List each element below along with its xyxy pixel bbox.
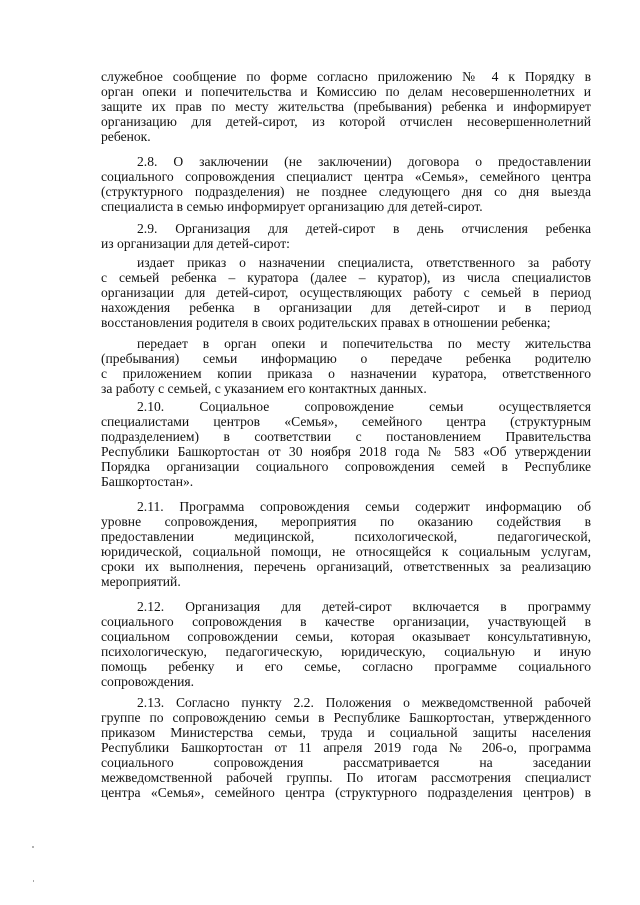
text-line: 2.10. Социальное сопровождение семьи осуществляется [137,399,591,414]
text-line: подразделением) в соответствии с постановлением Правительства [101,429,591,444]
text-line: организацию для детей-сирот, из которой отчислен несовершеннолетний [101,114,591,129]
text-line: помощь ребенку и его семье, согласно программе социального [101,659,591,674]
text-line: издает приказ о назначении специалиста, ответственного за работу [137,255,591,270]
text-line: организации для детей-сирот, осуществляющих работу с семьей в период [101,285,591,300]
text-line: социального сопровождения специалист центра «Семья», семейного центра [101,169,591,184]
text-line: сопровождения. [101,674,195,689]
text-line: психологическую, педагогическую, юридическую, социальную и иную [101,644,591,659]
text-line: (структурного подразделения) не позднее следующего дня со дня выезда [101,184,591,199]
text-line: уровне сопровождения, мероприятия по оказанию содействия в [101,514,591,529]
text-line: группе по сопровождению семьи в Республике Башкортостан, утвержденного [101,710,591,725]
text-line: 2.13. Согласно пункту 2.2. Положения о межведомственной рабочей [137,695,591,710]
scan-speck [33,880,34,882]
text-line: за работу с семьей, с указанием его контактных данных. [101,381,427,396]
text-line: социального сопровождения рассматривается на заседании [101,755,591,770]
text-line: из организации для детей-сирот: [101,236,290,251]
text-line: межведомственной рабочей группы. По итогам рассмотрения специалист [101,770,591,785]
text-line: служебное сообщение по форме согласно приложению № 4 к Порядку в [101,69,591,84]
text-line: специалиста в семью информирует организацию для детей-сирот. [101,199,483,214]
text-line: предоставлении медицинской, психологической, педагогической, [101,529,591,544]
text-line: (пребывания) семьи информацию о передаче ребенка родителю [101,351,591,366]
text-line: орган опеки и попечительства и Комиссию по делам несовершеннолетних и [101,84,591,99]
text-line: Республики Башкортостан от 30 ноября 2018 года № 583 «Об утверждении [101,444,591,459]
text-line: защите их прав по месту жительства (пребывания) ребенка и информирует [101,99,591,114]
text-line: центра «Семья», семейного центра (структурного подразделения центров) в [101,785,591,800]
text-line: Порядка организации социального сопровождения семей в Республике [101,459,591,474]
text-line: юридической, социальной помощи, не относящейся к социальным услугам, [101,544,591,559]
text-line: передает в орган опеки и попечительства по месту жительства [137,336,591,351]
text-line: 2.8. О заключении (не заключении) договора о предоставлении [137,154,591,169]
text-line: Башкортостан». [101,474,194,489]
text-line: 2.9. Организация для детей-сирот в день отчисления ребенка [137,221,591,236]
text-line: восстановления родителя в своих родительских правах в отношении ребенка; [101,315,551,330]
text-line: ребенок. [101,129,151,144]
text-line: социальном сопровождении семьи, которая оказывает консультативную, [101,629,591,644]
text-line: нахождения ребенка в организации для детей-сирот и в период [101,300,591,315]
text-line: с семьей ребенка – куратора (далее – куратор), из числа специалистов [101,270,591,285]
text-line: приказом Министерства семьи, труда и социальной защиты населения [101,725,591,740]
scan-speck [32,846,34,848]
text-line: 2.11. Программа сопровождения семьи содержит информацию об [137,499,591,514]
text-line: специалистами центров «Семья», семейного центра (структурным [101,414,591,429]
text-line: мероприятий. [101,574,181,589]
text-line: социального сопровождения в качестве организации, участвующей в [101,614,591,629]
text-line: 2.12. Организация для детей-сирот включается в программу [137,599,591,614]
text-line: Республики Башкортостан от 11 апреля 2019 года № 206-о, программа [101,740,591,755]
text-line: сроки их выполнения, перечень организаций, ответственных за реализацию [101,559,591,574]
text-line: с приложением копии приказа о назначении куратора, ответственного [101,366,591,381]
